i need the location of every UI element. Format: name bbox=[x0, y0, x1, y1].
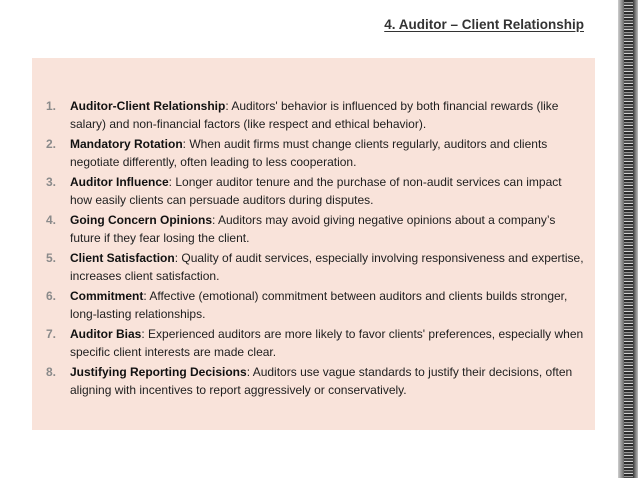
list-item bbox=[46, 174, 586, 209]
item-number: 3. bbox=[46, 175, 57, 189]
numbered-list bbox=[46, 98, 586, 402]
item-body bbox=[70, 250, 586, 285]
item-term: Auditor-Client Relationship bbox=[70, 99, 226, 113]
item-text: : Experienced auditors are more likely to favor clients' preferences, especially when specific client interests are made clear. bbox=[70, 327, 584, 359]
item-body bbox=[70, 288, 586, 323]
item-term: Auditor Bias bbox=[70, 327, 142, 341]
item-number: 2. bbox=[46, 137, 57, 151]
item-term: Client Satisfaction bbox=[70, 251, 175, 265]
list-item bbox=[46, 364, 586, 399]
item-body bbox=[70, 326, 586, 361]
item-body bbox=[70, 364, 586, 399]
item-text: : Auditors use vague standards to justify their decisions, often aligning with incentives to report aggressively or conservatively. bbox=[70, 365, 573, 397]
item-number: 5. bbox=[46, 251, 57, 265]
list-item bbox=[46, 136, 586, 171]
item-text: : Affective (emotional) commitment between auditors and clients builds stronger, long-lasting relationships. bbox=[70, 289, 568, 321]
list-item bbox=[46, 326, 586, 361]
item-body bbox=[70, 212, 586, 247]
item-number: 1. bbox=[46, 99, 57, 113]
list-item bbox=[46, 250, 586, 285]
slide-title: 4. Auditor – Client Relationship bbox=[384, 17, 584, 32]
item-body bbox=[70, 98, 586, 133]
list-item bbox=[46, 98, 586, 133]
item-text: : Longer auditor tenure and the purchase of non-audit services can impact how easily clients can persuade auditors during disputes. bbox=[70, 175, 562, 207]
item-text: : Auditors may avoid giving negative opinions about a company’s future if they fear losing the client. bbox=[70, 213, 556, 245]
item-number: 8. bbox=[46, 365, 57, 379]
content-panel bbox=[32, 58, 595, 430]
list-item bbox=[46, 212, 586, 247]
torn-page-edge bbox=[618, 0, 638, 478]
item-body bbox=[70, 174, 586, 209]
item-term: Auditor Influence bbox=[70, 175, 169, 189]
item-body bbox=[70, 136, 586, 171]
item-number: 7. bbox=[46, 327, 57, 341]
item-text: : When audit firms must change clients regularly, auditors and clients negotiate differently, often leading to less cooperation. bbox=[70, 137, 548, 169]
item-term: Going Concern Opinions bbox=[70, 213, 212, 227]
item-text: : Auditors' behavior is influenced by both financial rewards (like salary) and non-financial factors (like respect and ethical behavior). bbox=[70, 99, 559, 131]
list-item bbox=[46, 288, 586, 323]
item-term: Justifying Reporting Decisions bbox=[70, 365, 247, 379]
item-text: : Quality of audit services, especially involving responsiveness and expertise, increases client satisfaction. bbox=[70, 251, 584, 283]
item-term: Commitment bbox=[70, 289, 144, 303]
item-term: Mandatory Rotation bbox=[70, 137, 183, 151]
item-number: 4. bbox=[46, 213, 57, 227]
item-number: 6. bbox=[46, 289, 57, 303]
